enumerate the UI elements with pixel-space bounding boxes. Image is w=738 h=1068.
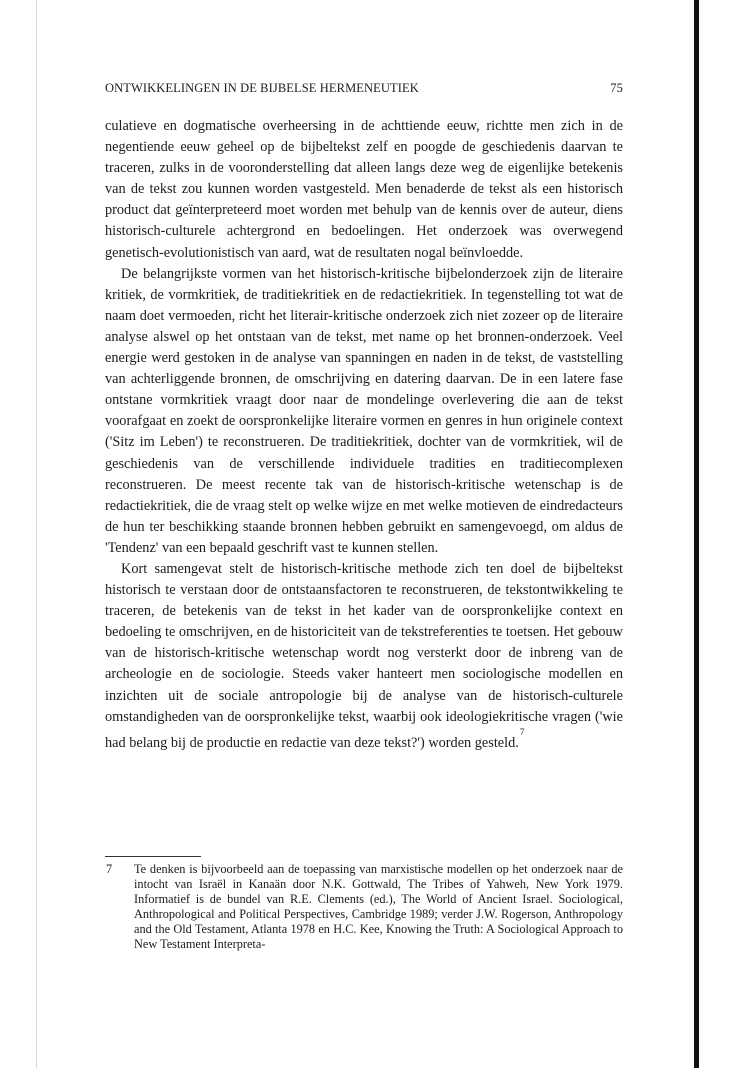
footnote-reference[interactable]: 7 <box>519 726 525 737</box>
footnote-divider <box>105 856 201 857</box>
footnote-number: 7 <box>106 862 113 876</box>
page-number: 75 <box>610 81 623 95</box>
body-text <box>105 116 623 754</box>
page-gutter-line <box>36 0 37 1068</box>
page-edge-border <box>694 0 699 1068</box>
footnote <box>105 862 623 952</box>
running-title: ONTWIKKELINGEN IN DE BIJBELSE HERMENEUTIEK <box>105 81 419 95</box>
paragraph: De belangrijkste vormen van het historisch-kritische bijbelonderzoek zijn de literaire kritiek, de vormkritiek, de traditiekritiek en de redactiekritiek. In tegenstelling tot wat de naam doet vermoeden, richt het literair-kritische onderzoek zich niet zozeer op de literaire analyse alswel op het ontstaan van de tekst, met name op het bronnen-onderzoek. Veel energie werd gestoken in de analyse van spanningen en naden in de tekst, de vaststelling van achterliggende bronnen, de omschrijving en datering daarvan. De in een latere fase ontstane vormkritiek vraagt door naar de mondelinge overlevering die aan de tekst voorafgaat en zoekt de oorspronkelijke literaire vormen en genres in hun originele context ('Sitz im Leben') te reconstrueren. De traditiekritiek, dochter van de vormkritiek, wil de geschiedenis van de verschillende individuele tradities en traditiecomplexen reconstrueren. De meest recente tak van de historisch-kritische wetenschap is de redactiekritiek, die de vraag stelt op welke wijze en met welke motieven de eindredacteurs de hun ter beschikking staande bronnen hebben gebruikt en samengevoegd, om aldus de 'Tendenz' van een bepaald geschrift vast te kunnen stellen. <box>105 265 623 556</box>
paragraph <box>105 559 623 754</box>
running-header <box>105 81 623 99</box>
paragraph: culatieve en dogmatische overheersing in de achttiende eeuw, richtte men zich in de negentiende eeuw geheel op de bijbeltekst zelf en poogde de geschiedenis daarvan te traceren, zulks in de vooronderstelling dat alleen langs deze weg de eigenlijke betekenis van de tekst zou kunnen worden vastgesteld. Men benaderde de tekst als een historisch product dat geïnterpreteerd moet worden met behulp van de kennis over de auteur, diens historisch-culturele achtergrond en bedoelingen. Het onderzoek was overwegend genetisch-evolutionistisch van aard, wat de resultaten nogal beïnvloedde. <box>105 118 623 261</box>
footnote-text: Te denken is bijvoorbeeld aan de toepassing van marxistische modellen op het onderzoek naar de intocht van Israël in Kanaän door N.K. Gottwald, The Tribes of Yahweh, New York 1979. Informatief is de bundel van R.E. Clements (ed.), The World of Ancient Israel. Sociological, Anthropological and Political Perspectives, Cambridge 1989; verder J.W. Rogerson, Anthropology and the Old Testament, Atlanta 1978 en H.C. Kee, Knowing the Truth: A Sociological Approach to New Testament Interpreta- <box>134 862 623 951</box>
paragraph-text: Kort samengevat stelt de historisch-kritische methode zich ten doel de bijbeltekst historisch te verstaan door de ontstaansfactoren te reconstrueren, de tekstontwikkeling te traceren, de betekenis van de tekst in het kader van de oorspronkelijke context en bedoeling te omschrijven, en de historiciteit van de tekstreferenties te toetsen. Het gebouw van de historisch-kritische wetenschap wordt nog versterkt door de inbreng van de archeologie en de sociologie. Steeds vaker hanteert men sociologische modellen en inzichten uit de sociale antropologie bij de analyse van de historisch-culturele omstandigheden van de oorspronkelijke tekst, waarbij ook ideologiekritische vragen ('wie had belang bij de productie en redactie van deze tekst?') worden gesteld. <box>105 560 623 751</box>
